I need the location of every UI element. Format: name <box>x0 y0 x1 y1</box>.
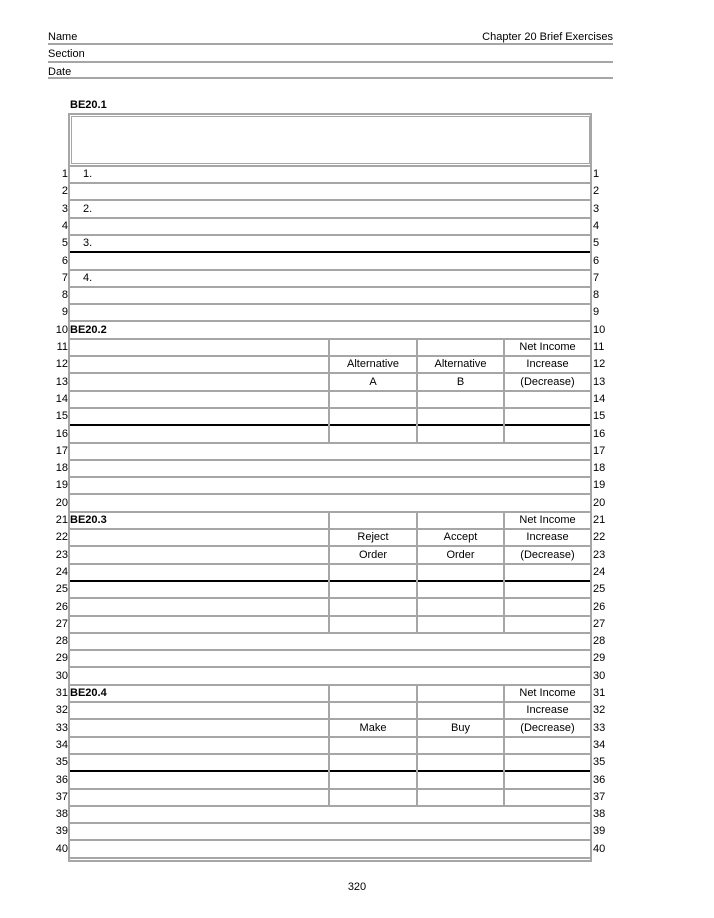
column-header: (Decrease) <box>520 722 575 734</box>
row-number-left: 39 <box>55 825 68 837</box>
page-number: 320 <box>347 881 367 893</box>
column-header: Make <box>359 722 387 734</box>
row-number-left: 7 <box>61 272 68 284</box>
row-number-left: 2 <box>61 185 68 197</box>
be20-1-title: BE20.1 <box>70 99 107 111</box>
column-divider <box>416 339 418 443</box>
row-number-right: 29 <box>593 652 606 664</box>
section-title: BE20.2 <box>70 324 107 336</box>
row-number-right: 31 <box>593 687 606 699</box>
row-rule <box>70 165 590 167</box>
table-row[interactable] <box>70 426 590 443</box>
section-line[interactable] <box>48 61 613 63</box>
column-header: Alternative <box>347 358 399 370</box>
row-number-left: 20 <box>55 497 68 509</box>
row-number-right: 32 <box>593 704 606 716</box>
row-number-left: 8 <box>61 289 68 301</box>
table-row[interactable] <box>70 599 590 616</box>
column-header: (Decrease) <box>520 376 575 388</box>
section-row <box>48 47 613 61</box>
section-label: Section <box>48 48 85 60</box>
row-number-left: 40 <box>55 843 68 855</box>
row-number-right: 40 <box>593 843 606 855</box>
row-number-left: 9 <box>61 306 68 318</box>
row-number-right: 19 <box>593 479 606 491</box>
row-number-right: 12 <box>593 358 606 370</box>
table-row[interactable] <box>70 495 590 512</box>
table-row[interactable] <box>70 166 590 183</box>
be20-1-item-label: 2. <box>83 203 93 215</box>
row-number-left: 17 <box>55 445 68 457</box>
row-number-left: 34 <box>55 739 68 751</box>
row-number-left: 28 <box>55 635 68 647</box>
be20-1-item-label: 3. <box>83 237 93 249</box>
table-row[interactable] <box>70 841 590 858</box>
row-number-right: 3 <box>593 203 600 215</box>
date-label: Date <box>48 66 72 78</box>
row-number-right: 15 <box>593 410 606 422</box>
row-number-left: 27 <box>55 618 68 630</box>
row-number-left: 30 <box>55 670 68 682</box>
table-row[interactable] <box>70 823 590 840</box>
row-number-left: 16 <box>55 428 68 440</box>
section-title: BE20.3 <box>70 514 107 526</box>
column-divider <box>416 685 418 806</box>
row-number-right: 7 <box>593 272 600 284</box>
chapter-title: Chapter 20 Brief Exercises <box>482 31 613 43</box>
row-number-left: 36 <box>55 774 68 786</box>
column-header: B <box>456 376 465 388</box>
row-number-left: 31 <box>55 687 68 699</box>
row-number-left: 15 <box>55 410 68 422</box>
table-row[interactable] <box>70 616 590 633</box>
table-row[interactable] <box>70 650 590 667</box>
column-header: Buy <box>451 722 470 734</box>
row-number-right: 27 <box>593 618 606 630</box>
table-row[interactable] <box>70 304 590 321</box>
row-number-right: 26 <box>593 601 606 613</box>
row-rule <box>70 857 590 859</box>
table-row[interactable] <box>70 477 590 494</box>
column-divider <box>328 339 330 443</box>
row-number-right: 17 <box>593 445 606 457</box>
table-row[interactable] <box>70 564 590 581</box>
row-number-right: 5 <box>593 237 600 249</box>
be20-1-item-label: 4. <box>83 272 93 284</box>
row-number-left: 12 <box>55 358 68 370</box>
row-number-left: 3 <box>61 203 68 215</box>
row-number-right: 20 <box>593 497 606 509</box>
table-row[interactable] <box>70 789 590 806</box>
row-number-right: 25 <box>593 583 606 595</box>
row-number-left: 29 <box>55 652 68 664</box>
table-row[interactable] <box>70 218 590 235</box>
row-number-right: 2 <box>593 185 600 197</box>
be20-1-answer-box[interactable] <box>71 116 590 164</box>
table-row[interactable] <box>70 408 590 425</box>
date-line[interactable] <box>48 77 613 79</box>
row-number-right: 4 <box>593 220 600 232</box>
column-header: A <box>369 376 377 388</box>
row-number-left: 13 <box>55 376 68 388</box>
row-number-right: 8 <box>593 289 600 301</box>
column-header: Increase <box>526 704 569 716</box>
row-number-left: 23 <box>55 549 68 561</box>
table-row[interactable] <box>70 270 590 287</box>
table-row[interactable] <box>70 772 590 789</box>
row-number-right: 30 <box>593 670 606 682</box>
table-row[interactable] <box>70 391 590 408</box>
row-number-left: 14 <box>55 393 68 405</box>
row-number-right: 23 <box>593 549 606 561</box>
row-number-left: 33 <box>55 722 68 734</box>
row-number-left: 1 <box>61 168 68 180</box>
row-number-right: 34 <box>593 739 606 751</box>
row-number-right: 10 <box>593 324 606 336</box>
table-row[interactable] <box>70 633 590 650</box>
column-header: Alternative <box>434 358 487 370</box>
table-row[interactable] <box>70 253 590 270</box>
row-number-left: 18 <box>55 462 68 474</box>
row-number-right: 11 <box>593 341 605 353</box>
name-row <box>48 30 613 44</box>
row-number-right: 24 <box>593 566 606 578</box>
table-row[interactable] <box>70 322 590 339</box>
row-number-left: 10 <box>55 324 68 336</box>
table-row[interactable] <box>70 443 590 460</box>
row-number-left: 11 <box>56 341 68 353</box>
row-number-right: 39 <box>593 825 606 837</box>
row-number-left: 22 <box>55 531 68 543</box>
column-header: Net Income <box>519 687 576 699</box>
table-row[interactable] <box>70 201 590 218</box>
table-row[interactable] <box>70 287 590 304</box>
column-header: Order <box>358 549 388 561</box>
row-number-right: 36 <box>593 774 606 786</box>
table-row[interactable] <box>70 235 590 252</box>
row-number-left: 26 <box>55 601 68 613</box>
row-number-left: 19 <box>55 479 68 491</box>
name-line[interactable] <box>48 43 613 45</box>
table-row[interactable] <box>70 668 590 685</box>
table-row[interactable] <box>70 581 590 598</box>
row-number-right: 35 <box>593 756 606 768</box>
row-number-left: 5 <box>61 237 68 249</box>
row-number-right: 1 <box>593 168 600 180</box>
row-number-right: 13 <box>593 376 606 388</box>
column-header: Reject <box>357 531 389 543</box>
table-row[interactable] <box>70 754 590 771</box>
row-number-right: 16 <box>593 428 606 440</box>
column-header: Increase <box>526 531 569 543</box>
table-row[interactable] <box>70 183 590 200</box>
column-header: (Decrease) <box>520 549 575 561</box>
table-row[interactable] <box>70 460 590 477</box>
row-number-left: 6 <box>61 255 68 267</box>
row-number-left: 37 <box>55 791 68 803</box>
row-number-right: 14 <box>593 393 606 405</box>
column-header: Net Income <box>519 514 576 526</box>
row-number-right: 33 <box>593 722 606 734</box>
column-header: Net Income <box>519 341 576 353</box>
row-number-left: 4 <box>61 220 68 232</box>
row-number-right: 28 <box>593 635 606 647</box>
row-number-right: 18 <box>593 462 606 474</box>
column-header: Accept <box>443 531 478 543</box>
row-number-left: 35 <box>55 756 68 768</box>
section-title: BE20.4 <box>70 687 107 699</box>
row-number-left: 38 <box>55 808 68 820</box>
row-number-right: 22 <box>593 531 606 543</box>
table-row[interactable] <box>70 806 590 823</box>
be20-1-item-label: 1. <box>83 168 93 180</box>
table-row[interactable] <box>70 737 590 754</box>
column-header: Order <box>446 549 475 561</box>
row-number-left: 21 <box>55 514 68 526</box>
row-number-left: 32 <box>55 704 68 716</box>
row-number-right: 21 <box>593 514 606 526</box>
column-header: Increase <box>526 358 569 370</box>
row-number-right: 38 <box>593 808 606 820</box>
row-number-left: 25 <box>55 583 68 595</box>
row-number-right: 6 <box>593 255 600 267</box>
row-number-left: 24 <box>55 566 68 578</box>
name-label: Name <box>48 31 78 43</box>
row-number-right: 37 <box>593 791 606 803</box>
column-divider <box>328 685 330 806</box>
row-number-right: 9 <box>593 306 600 318</box>
